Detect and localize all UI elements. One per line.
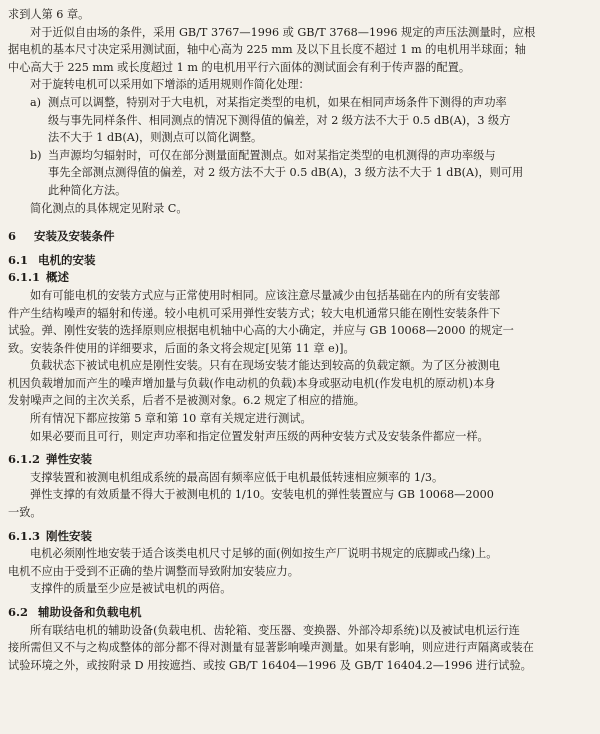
section-title: 刚性安装 (46, 528, 92, 543)
section-number: 6 (8, 229, 17, 244)
paragraph-line: 所有情况下都应按第 5 章和第 10 章有关规定进行测试。 (30, 412, 312, 426)
list-item-a (8, 94, 588, 112)
paragraph-intro: 求到人第 6 章。 (8, 8, 90, 21)
paragraph-line: 对于近似自由场的条件，采用 GB/T 3767—1996 或 GB/T 3768—1996 规定的声压法测量时，应根 (30, 25, 536, 39)
list-item-b (8, 147, 588, 165)
section-heading-6 (8, 228, 588, 246)
section-heading-6-1-2 (8, 451, 588, 469)
section-number: 6.1.3 (8, 528, 41, 543)
paragraph-line: 中心高大于 225 mm 或长度超过 1 m 的电机用平行六面体的测试面会有利于传声器的配置。 (8, 60, 471, 74)
paragraph-line: 接所需但又不与之构成整体的部分都不得对测量有显著影响噪声测量。如果有影响，则应进行声隔离或装在 (8, 641, 534, 655)
paragraph-line: 一致。 (8, 506, 42, 520)
section-title: 电机的安装 (38, 252, 96, 267)
paragraph-line: 机因负载增加而产生的噪声增加量与负载(作电动机的负载)本身或驱动电机(作发电机的原动机)本身 (8, 376, 496, 390)
paragraph-line: 弹性支撑的有效质量不得大于被测电机的 1/10。安装电机的弹性装置应与 GB 10068—2000 (30, 488, 494, 502)
list-item-line: 级与事先同样条件、相同测点的情况下测得值的偏差，对 2 级方法不大于 0.5 dB(A)，3 级方 (48, 113, 511, 127)
section-number: 6.1.1 (8, 270, 41, 285)
paragraph-line: 支撑件的质量至少应是被试电机的两倍。 (30, 582, 232, 596)
paragraph-line: 支撑装置和被测电机组成系统的最高固有频率应低于电机最低转速相应频率的 1/3。 (30, 470, 444, 484)
paragraph-line: 发射噪声之间的主次关系，后者不是被测对象。6.2 规定了相应的措施。 (8, 394, 365, 408)
list-item-text: 测点可以调整，特别对于大电机，对某指定类型的电机，如果在相同声场条件下测得的声功率 (48, 95, 507, 109)
section-heading-6-1-1 (8, 269, 588, 287)
list-item-line: 法不大于 1 dB(A)，则测点可以简化调整。 (48, 131, 263, 145)
section-title: 概述 (46, 270, 69, 285)
section-title: 辅助设备和负载电机 (38, 605, 142, 619)
paragraph-line: 对于旋转电机可以采用如下增添的适用规则作简化处理： (30, 78, 310, 92)
paragraph-line: 试验环境之外，或按附录 D 用按遮挡、或按 GB/T 16404—1996 及 GB/T 16404.2—1996 进行试验。 (8, 658, 532, 672)
paragraph-line: 如果必要而且可行，则定声功率和指定位置发射声压级的两种安装方式及安装条件都应一样。 (30, 429, 489, 443)
section-title: 弹性安装 (46, 452, 92, 467)
list-item-line: 事先全部测点测得值的偏差，对 2 级方法不大于 0.5 dB(A)，3 级方法不大于 1 dB(A)，则可用 (48, 166, 524, 180)
paragraph-line: 致。安装条件使用的详细要求，后面的条文将会规定[见第 11 章 e)]。 (8, 341, 355, 355)
paragraph-line: 如有可能电机的安装方式应与正常使用时相同。应该注意尽量减少由包括基础在内的所有安装部 (30, 288, 500, 302)
section-title: 安装及安装条件 (34, 229, 115, 244)
paragraph-line: 负载状态下被试电机应是刚性安装。只有在现场安装才能达到较高的负载定额。为了区分被测电 (30, 359, 500, 373)
list-marker: b) (30, 148, 42, 162)
paragraph-line: 试验。弹、刚性安装的选择原则应根据电机轴中心高的大小确定，并应与 GB 10068—2000 的规定一 (8, 324, 514, 338)
section-heading-6-1 (8, 252, 588, 270)
section-heading-6-1-3 (8, 528, 588, 546)
paragraph-line: 电机必须刚性地安装于适合该类电机尺寸足够的面(例如按生产厂说明书规定的底脚或凸缘)上。 (30, 547, 498, 561)
section-number: 6.1.2 (8, 452, 41, 467)
list-marker: a) (30, 95, 42, 109)
paragraph-line: 所有联结电机的辅助设备(负载电机、齿轮箱、变压器、变换器、外部冷却系统)以及被试电机运行连 (30, 623, 520, 637)
list-item-text: 当声源均匀辐射时，可仅在部分测量面配置测点。如对某指定类型的电机测得的声功率级与 (48, 148, 496, 162)
paragraph-line: 简化测点的具体规定见附录 C。 (30, 201, 188, 215)
list-item-line: 此种简化方法。 (48, 183, 127, 197)
paragraph-line: 电机不应由于受到不正确的垫片调整而导致附加安装应力。 (8, 564, 299, 578)
section-number: 6.1 (8, 252, 29, 267)
paragraph-line: 据电机的基本尺寸决定采用测试面，轴中心高为 225 mm 及以下且长度不超过 1 m 的电机用半球面；轴 (8, 43, 526, 57)
section-heading-6-2 (8, 604, 588, 622)
section-number: 6.2 (8, 605, 29, 619)
paragraph-line: 件产生结构噪声的辐射和传递。较小电机可采用弹性安装方式；较大电机通常只能在刚性安装条件下 (8, 306, 501, 320)
